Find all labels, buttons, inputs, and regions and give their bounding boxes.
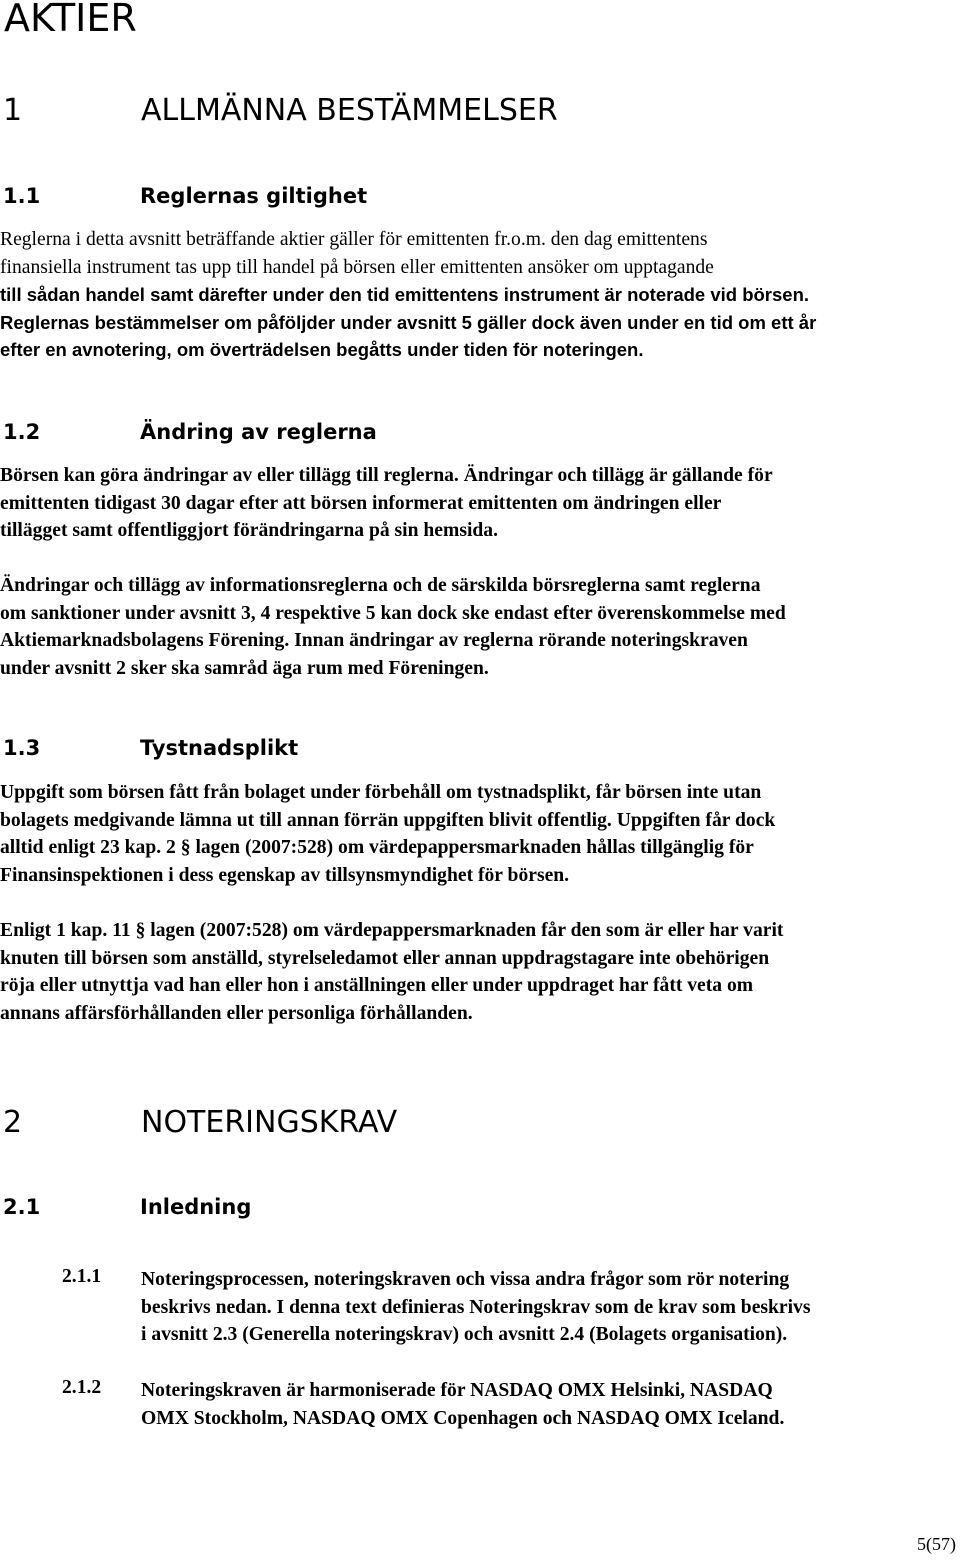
text-line: Börsen kan göra ändringar av eller tillägg till reglerna. Ändringar och tillägg är gällande för <box>0 465 773 486</box>
text-fragment: alltid enligt 23 kap. 2 <box>0 837 176 859</box>
text-line: under avsnitt 2 sker ska samråd äga rum med Föreningen. <box>0 657 489 679</box>
subsection-1-3-title: Tystnadsplikt <box>140 736 299 760</box>
text-line: Finansinspektionen i dess egenskap av tillsynsmyndighet för börsen. <box>0 864 570 886</box>
section-sign: § <box>135 920 146 941</box>
text-line: annans affärsförhållanden eller personliga förhållanden. <box>0 1002 473 1024</box>
text-line: emittenten tidigast 30 dagar efter att börsen informerat emittenten om ändringen eller <box>0 492 722 514</box>
item-text <box>141 1266 810 1349</box>
text-line: i avsnitt 2.3 (Generella noteringskrav) och avsnitt 2.4 (Bolagets organisation). <box>141 1324 788 1346</box>
subsection-1-1-number: 1.1 <box>3 184 41 208</box>
text-line <box>0 917 955 945</box>
text-line: om sanktioner under avsnitt 3, 4 respektive 5 kan dock ske endast efter överenskommelse med <box>0 602 786 624</box>
text-line: Ändringar och tillägg av informationsreglerna och de särskilda börsreglerna samt reglerna <box>0 575 761 596</box>
item-number: 2.1.1 <box>62 1266 102 1287</box>
text-line: tillägget samt offentliggjort förändringarna på sin hemsida. <box>0 520 498 542</box>
item-text <box>141 1377 784 1432</box>
paragraph-tystnadsplikt-1 <box>0 779 955 889</box>
text-line: röja eller utnyttja vad han eller hon i anställningen eller under uppdraget har fått veta om <box>0 975 754 997</box>
text-line: finansiella instrument tas upp till handel på börsen eller emittenten ansöker om upptagande <box>0 256 714 278</box>
text-line: Reglerna i detta avsnitt beträffande aktier gäller för emittenten fr.o.m. den dag emittentens <box>0 229 708 250</box>
paragraph-tystnadsplikt-2 <box>0 917 955 1027</box>
subsection-1-3-number: 1.3 <box>3 736 41 760</box>
paragraph-andring-2 <box>0 572 955 682</box>
text-line: bolagets medgivande lämna ut till annan förrän uppgiften blivit offentlig. Uppgiften får dock <box>0 809 776 831</box>
text-line: Uppgift som börsen fått från bolaget under förbehåll om tystnadsplikt, får börsen inte utan <box>0 782 762 803</box>
text-line: efter en avnotering, om överträdelsen begåtts under tiden för noteringen. <box>0 339 644 361</box>
text-fragment: Enligt 1 kap. 11 <box>0 920 131 941</box>
section-2-title: NOTERINGSKRAV <box>141 1105 398 1140</box>
text-line: Noteringsprocessen, noteringskraven och vissa andra frågor som rör notering <box>141 1269 790 1290</box>
text-line: knuten till börsen som anställd, styrelseledamot eller annan uppdragstagare inte obehörigen <box>0 947 770 969</box>
text-line: Aktiemarknadsbolagens Förening. Innan ändringar av reglerna rörande noteringskraven <box>0 630 748 652</box>
page-title: AKTIER <box>4 0 137 40</box>
subsection-1-2-title: Ändring av reglerna <box>140 420 377 444</box>
text-line: OMX Stockholm, NASDAQ OMX Copenhagen och NASDAQ OMX Iceland. <box>141 1407 785 1429</box>
text-line: till sådan handel samt därefter under den tid emittentens instrument är noterade vid börsen. <box>0 284 810 306</box>
item-number: 2.1.2 <box>62 1377 102 1398</box>
subsection-1-2-number: 1.2 <box>3 420 41 444</box>
paragraph-andring-1 <box>0 462 955 545</box>
paragraph-reglernas-giltighet <box>0 226 955 364</box>
text-fragment: lagen (2007:528) om värdepappersmarknaden hållas tillgänglig för <box>195 837 754 859</box>
text-line: beskrivs nedan. I denna text definieras Noteringskrav som de krav som beskrivs <box>141 1296 811 1318</box>
section-sign: § <box>180 837 191 859</box>
subsection-1-1-title: Reglernas giltighet <box>140 184 368 208</box>
text-line: Noteringskraven är harmoniserade för NASDAQ OMX Helsinki, NASDAQ <box>141 1380 773 1401</box>
subsection-2-1-number: 2.1 <box>3 1195 41 1219</box>
text-line <box>0 834 955 862</box>
section-1-title: ALLMÄNNA BESTÄMMELSER <box>141 93 558 128</box>
subsection-2-1-title: Inledning <box>140 1195 252 1219</box>
section-2-number: 2 <box>3 1105 23 1140</box>
section-1-number: 1 <box>3 93 23 128</box>
text-fragment: lagen (2007:528) om värdepappersmarknaden får den som är eller har varit <box>150 920 784 941</box>
text-line: Reglernas bestämmelser om påföljder under avsnitt 5 gäller dock även under en tid om ett år <box>0 311 817 333</box>
page-number: 5(57) <box>917 1534 956 1554</box>
